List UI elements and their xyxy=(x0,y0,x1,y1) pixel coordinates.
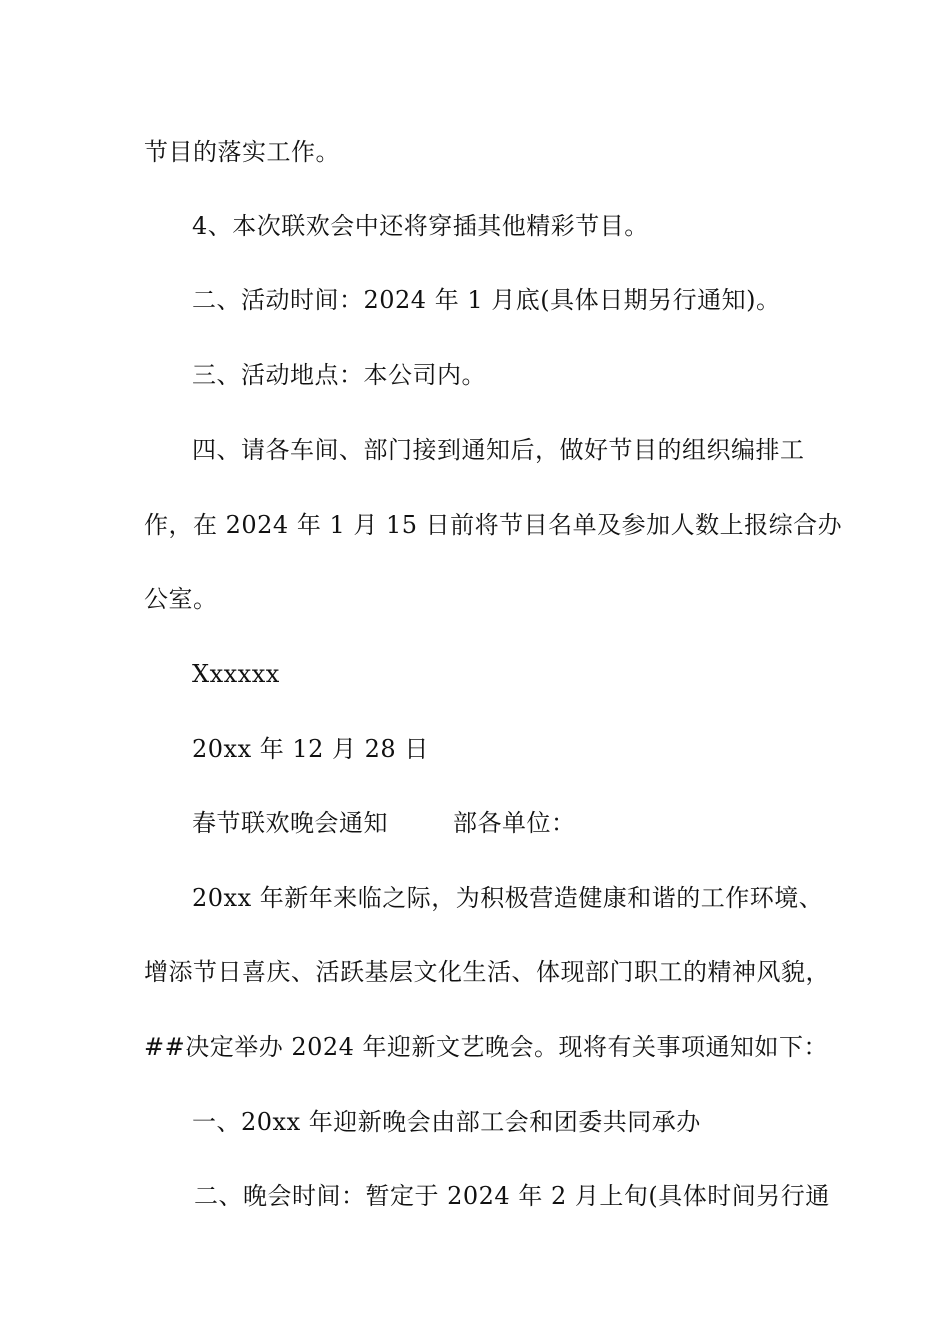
paragraph-line-2: 4、本次联欢会中还将穿插其他精彩节目。 xyxy=(192,212,649,240)
paragraph-line-1: 节目的落实工作。 xyxy=(144,138,340,166)
paragraph-line-15: 二、晚会时间：暂定于 2024 年 2 月上旬(具体时间另行通 xyxy=(194,1182,830,1210)
paragraph-line-13: ##决定举办 2024 年迎新文艺晚会。现将有关事项通知如下： xyxy=(144,1033,829,1061)
notice-heading: 春节联欢晚会通知 部各单位： xyxy=(192,809,576,837)
paragraph-line-3: 二、活动时间：2024 年 1 月底(具体日期另行通知)。 xyxy=(192,286,781,314)
signature-name: Xxxxxx xyxy=(192,660,280,688)
paragraph-line-14: 一、20xx 年迎新晚会由部工会和团委共同承办 xyxy=(192,1108,701,1136)
paragraph-line-6: 作，在 2024 年 1 月 15 日前将节目名单及参加人数上报综合办 xyxy=(144,511,843,539)
paragraph-line-4: 三、活动地点：本公司内。 xyxy=(192,361,486,389)
paragraph-line-11: 20xx 年新年来临之际，为积极营造健康和谐的工作环境、 xyxy=(192,884,824,912)
signature-date: 20xx 年 12 月 28 日 xyxy=(192,735,429,763)
paragraph-line-5: 四、请各车间、部门接到通知后，做好节目的组织编排工 xyxy=(192,436,805,464)
paragraph-line-7: 公室。 xyxy=(144,585,218,613)
paragraph-line-12: 增添节日喜庆、活跃基层文化生活、体现部门职工的精神风貌， xyxy=(144,958,830,986)
